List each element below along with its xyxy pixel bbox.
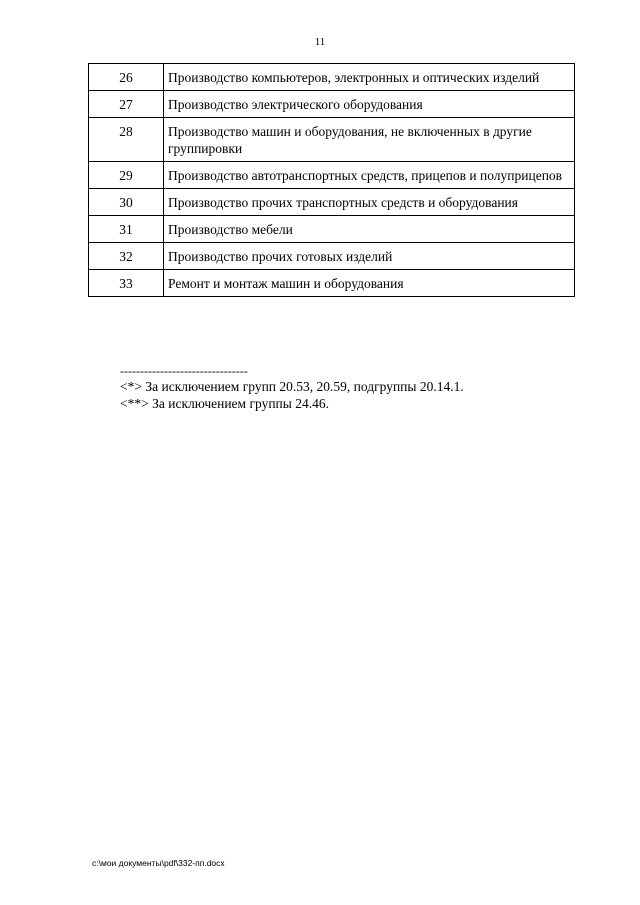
page-number: 11 [314,36,326,48]
row-code: 30 [89,189,164,216]
row-name: Производство мебели [164,216,575,243]
activity-codes-table [88,63,575,297]
row-name: Производство электрического оборудования [164,91,575,118]
row-name: Ремонт и монтаж машин и оборудования [164,270,575,297]
row-code: 31 [89,216,164,243]
table-row [89,189,575,216]
table-row [89,162,575,189]
footnote-item: <**> За исключением группы 24.46. [120,396,329,411]
row-name: Производство прочих транспортных средств и оборудования [164,189,575,216]
footer-file-path: c:\мои документы\pdf\332-пп.docx [92,858,225,868]
row-code: 32 [89,243,164,270]
table-row [89,91,575,118]
table-row [89,270,575,297]
row-code: 26 [89,64,164,91]
row-code: 28 [89,118,164,162]
table-row [89,64,575,91]
row-code: 27 [89,91,164,118]
table-row [89,216,575,243]
footnote-item: <*> За исключением групп 20.53, 20.59, подгруппы 20.14.1. [120,379,464,394]
row-name: Производство автотранспортных средств, прицепов и полуприцепов [164,162,575,189]
row-name: Производство прочих готовых изделий [164,243,575,270]
table-row [89,243,575,270]
row-name: Производство компьютеров, электронных и оптических изделий [164,64,575,91]
row-code: 29 [89,162,164,189]
row-name: Производство машин и оборудования, не включенных в другие группировки [164,118,575,162]
footnote-separator: -------------------------------- [120,364,248,378]
row-code: 33 [89,270,164,297]
footnotes [120,364,600,412]
table-row [89,118,575,162]
